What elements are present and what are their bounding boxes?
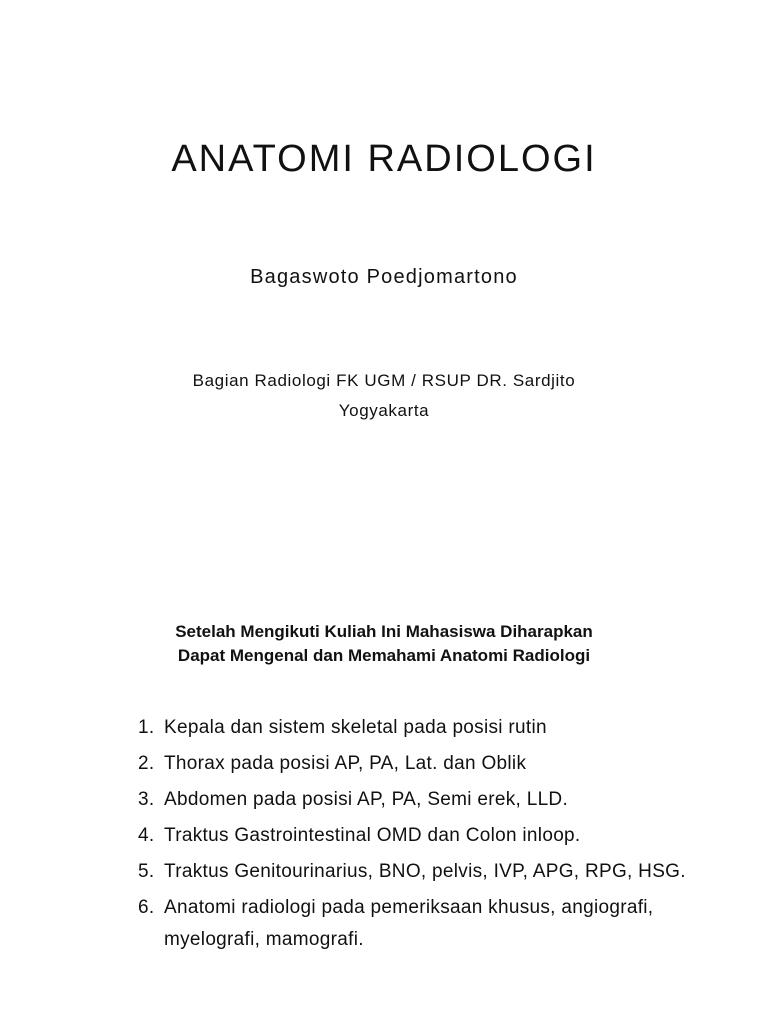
list-item (138, 856, 698, 888)
list-item-text: Kepala dan sistem skeletal pada posisi rutin (164, 717, 547, 738)
list-item-text: Thorax pada posisi AP, PA, Lat. dan Oblik (164, 753, 527, 774)
page-title: ANATOMI RADIOLOGI (171, 138, 597, 180)
list-item-number: 5. (138, 861, 155, 882)
list-item (138, 712, 698, 744)
list-item (138, 820, 698, 852)
topic-list (138, 712, 698, 960)
affiliation-line-1: Bagian Radiologi FK UGM / RSUP DR. Sardjito (192, 371, 576, 390)
list-item-text: Traktus Gastrointestinal OMD dan Colon inloop. (164, 825, 581, 846)
author-name: Bagaswoto Poedjomartono (250, 266, 518, 288)
list-item (138, 748, 698, 780)
list-item (138, 784, 698, 816)
list-item-number: 4. (138, 825, 155, 846)
list-item-number: 3. (138, 789, 155, 810)
list-item-text: Traktus Genitourinarius, BNO, pelvis, IVP, APG, RPG, HSG. (164, 861, 686, 882)
list-item-number: 1. (138, 717, 155, 738)
affiliation (0, 366, 768, 426)
list-item-number: 2. (138, 753, 155, 774)
affiliation-line-2: Yogyakarta (338, 401, 430, 420)
objective-line-2: Dapat Mengenal dan Memahami Anatomi Radiologi (177, 646, 591, 665)
list-item-number: 6. (138, 897, 155, 918)
list-item (138, 892, 698, 956)
objective-line-1: Setelah Mengikuti Kuliah Ini Mahasiswa Diharapkan (175, 622, 593, 641)
list-item-text: Anatomi radiologi pada pemeriksaan khusus, angiografi, myelografi, mamografi. (164, 897, 654, 950)
learning-objective (0, 620, 768, 668)
list-item-text: Abdomen pada posisi AP, PA, Semi erek, LLD. (164, 789, 569, 810)
